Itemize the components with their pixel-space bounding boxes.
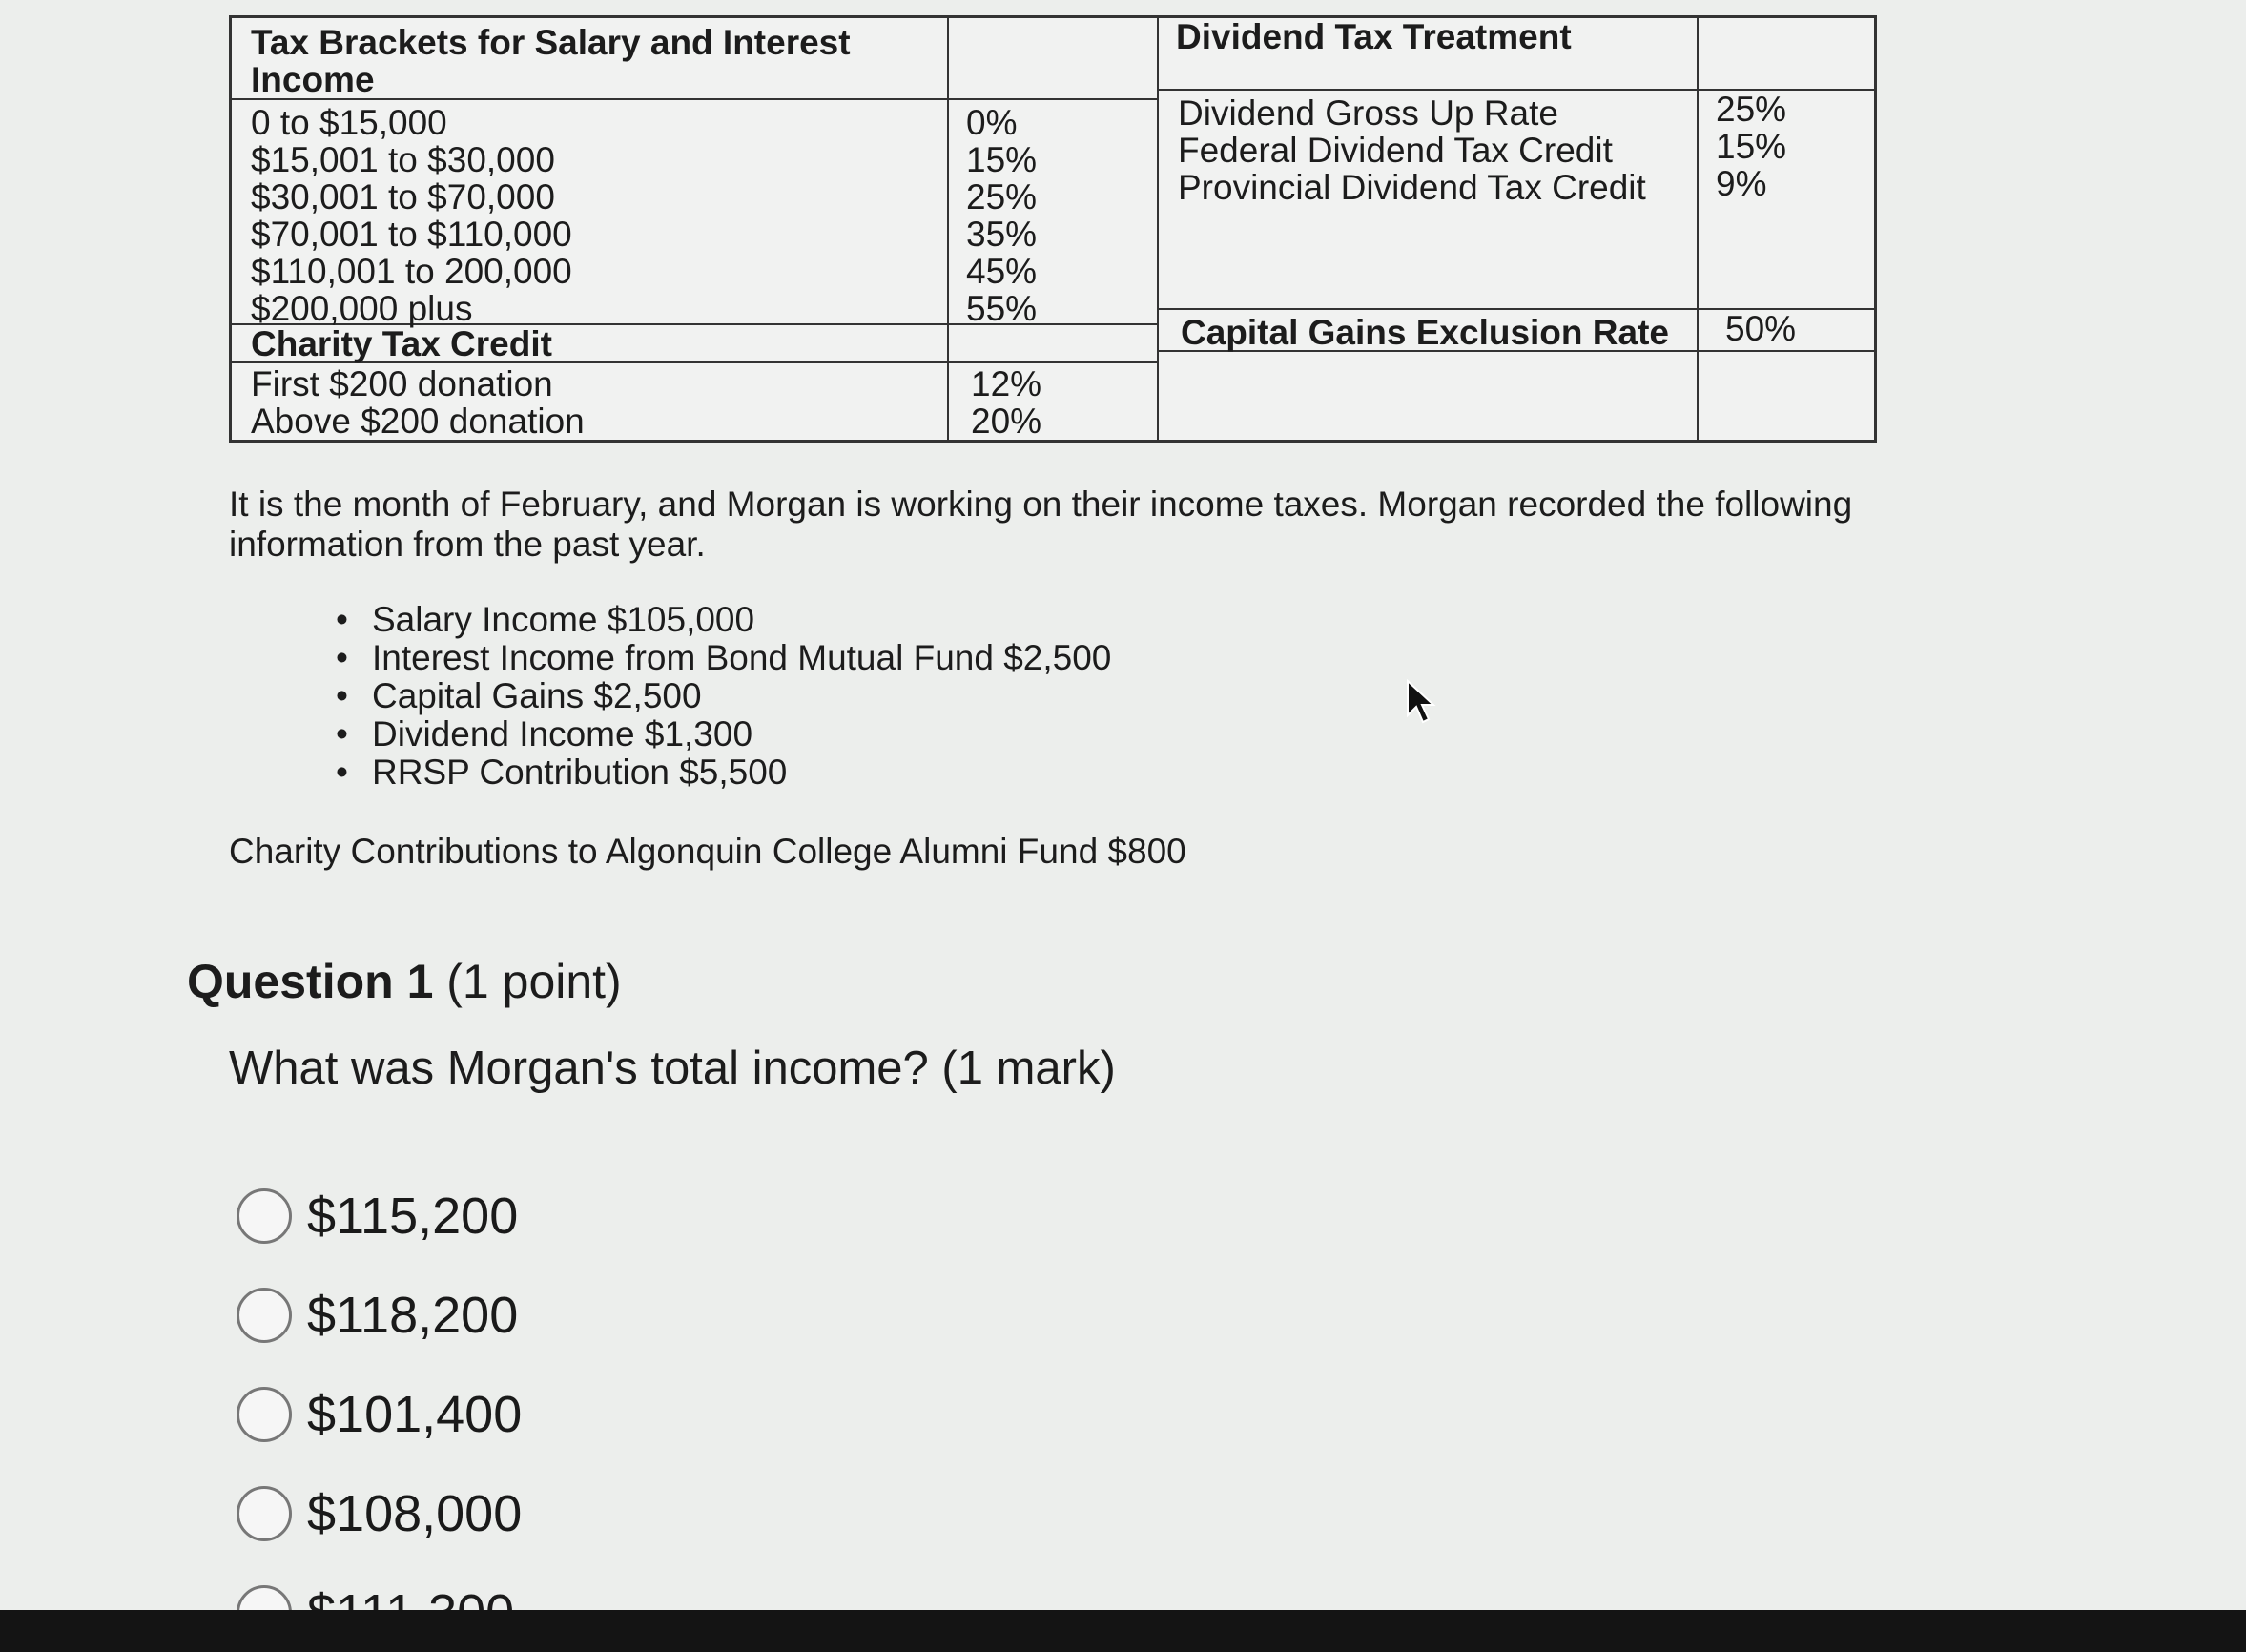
radio-button[interactable] xyxy=(237,1288,292,1343)
dividend-labels xyxy=(1178,94,1646,206)
tax-reference-table xyxy=(229,15,1877,443)
bracket-rate: 25% xyxy=(966,177,1038,217)
dividend-label: Dividend Gross Up Rate xyxy=(1178,93,1558,133)
answer-option-2[interactable] xyxy=(237,1286,518,1345)
bracket-range: 0 to $15,000 xyxy=(251,103,447,142)
dividend-rates xyxy=(1716,91,1786,202)
bracket-rates xyxy=(966,104,1037,327)
option-label[interactable]: $101,400 xyxy=(307,1386,523,1443)
intro-paragraph: It is the month of February, and Morgan is working on their income taxes. Morgan recorded the following information from the past year. xyxy=(229,485,1853,564)
charity-contribution-line: Charity Contributions to Algonquin College Alumni Fund $800 xyxy=(229,832,1186,871)
bracket-rate: 35% xyxy=(966,215,1038,254)
charity-rates xyxy=(971,365,1041,440)
bracket-rate: 0% xyxy=(966,103,1018,142)
dividend-rate: 25% xyxy=(1716,90,1787,129)
bracket-range: $200,000 plus xyxy=(251,289,473,328)
option-label[interactable]: $118,200 xyxy=(307,1287,519,1344)
answer-option-4[interactable] xyxy=(237,1484,522,1543)
list-item: • Capital Gains $2,500 xyxy=(336,677,1111,715)
dividend-rate: 9% xyxy=(1716,164,1767,203)
list-item: • Salary Income $105,000 xyxy=(336,601,1111,639)
bracket-range: $70,001 to $110,000 xyxy=(251,215,572,254)
question-text: What was Morgan's total income? (1 mark) xyxy=(229,1043,1116,1094)
charity-credit-header: Charity Tax Credit xyxy=(251,324,552,363)
bracket-rate: 55% xyxy=(966,289,1038,328)
question-title xyxy=(187,954,622,1009)
answer-option-3[interactable] xyxy=(237,1385,522,1444)
brackets-header: Tax Brackets for Salary and Interest Income xyxy=(251,23,851,99)
list-item: • Interest Income from Bond Mutual Fund $2,500 xyxy=(336,639,1111,677)
bracket-rate: 15% xyxy=(966,140,1038,179)
question-points: (1 point) xyxy=(446,955,622,1008)
charity-rate: 20% xyxy=(971,402,1042,441)
bracket-range: $15,001 to $30,000 xyxy=(251,140,555,179)
mouse-pointer-icon xyxy=(1406,679,1436,725)
charity-label: Above $200 donation xyxy=(251,402,585,441)
list-item: • Dividend Income $1,300 xyxy=(336,715,1111,754)
dividend-label: Provincial Dividend Tax Credit xyxy=(1178,168,1646,207)
charity-label: First $200 donation xyxy=(251,364,553,403)
charity-rate: 12% xyxy=(971,364,1042,403)
radio-button[interactable] xyxy=(237,1486,292,1541)
capital-gains-label: Capital Gains Exclusion Rate xyxy=(1181,313,1669,352)
dividend-label: Federal Dividend Tax Credit xyxy=(1178,131,1613,170)
income-item-list xyxy=(336,601,1111,792)
charity-labels xyxy=(251,365,585,440)
list-item: • RRSP Contribution $5,500 xyxy=(336,754,1111,792)
bracket-range: $110,001 to 200,000 xyxy=(251,252,572,291)
bracket-ranges xyxy=(251,104,572,327)
screen-bezel xyxy=(0,1610,2246,1652)
bracket-rate: 45% xyxy=(966,252,1038,291)
radio-button[interactable] xyxy=(237,1387,292,1442)
radio-button[interactable] xyxy=(237,1188,292,1244)
question-number: Question 1 xyxy=(187,955,434,1008)
bracket-range: $30,001 to $70,000 xyxy=(251,177,555,217)
option-label[interactable]: $108,000 xyxy=(307,1485,523,1542)
capital-gains-rate: 50% xyxy=(1725,309,1797,348)
dividend-header: Dividend Tax Treatment xyxy=(1176,17,1572,56)
answer-option-1[interactable] xyxy=(237,1187,518,1246)
dividend-rate: 15% xyxy=(1716,127,1787,166)
option-label[interactable]: $115,200 xyxy=(307,1187,519,1245)
